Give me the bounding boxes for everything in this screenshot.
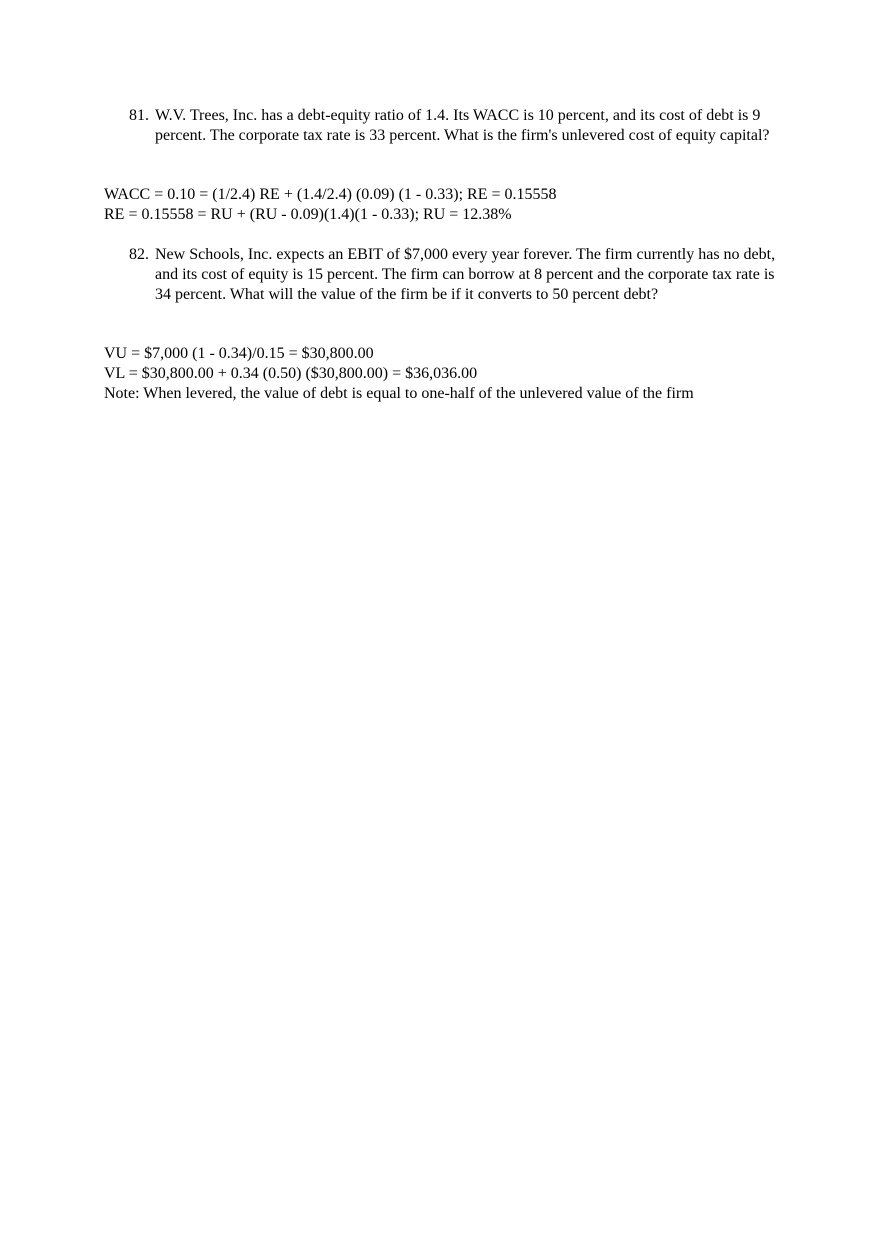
answer-82 xyxy=(104,344,804,404)
question-text: New Schools, Inc. expects an EBIT of $7,000 every year forever. The firm currently has no debt, and its cost of equity is 15 percent. The firm can borrow at 8 percent and the corporate tax rate is 34 percent. What will the value of the firm be if it converts to 50 percent debt? xyxy=(155,246,776,303)
answer-line: VU = $7,000 (1 - 0.34)/0.15 = $30,800.00 xyxy=(104,345,374,362)
answer-line: Note: When levered, the value of debt is equal to one-half of the unlevered value of the firm xyxy=(104,385,694,402)
answer-line: RE = 0.15558 = RU + (RU - 0.09)(1.4)(1 - 0.33); RU = 12.38% xyxy=(104,206,512,223)
question-number: 82. xyxy=(129,246,149,263)
question-text: W.V. Trees, Inc. has a debt-equity ratio of 1.4. Its WACC is 10 percent, and its cost of debt is 9 percent. The corporate tax rate is 33 percent. What is the firm's unlevered cost of equity capital? xyxy=(155,107,770,144)
question-81 xyxy=(129,106,789,146)
answer-81 xyxy=(104,185,804,225)
question-82 xyxy=(129,245,789,305)
answer-line: VL = $30,800.00 + 0.34 (0.50) ($30,800.00) = $36,036.00 xyxy=(104,365,478,382)
question-number: 81. xyxy=(129,107,149,124)
answer-line: WACC = 0.10 = (1/2.4) RE + (1.4/2.4) (0.09) (1 - 0.33); RE = 0.15558 xyxy=(104,186,557,203)
